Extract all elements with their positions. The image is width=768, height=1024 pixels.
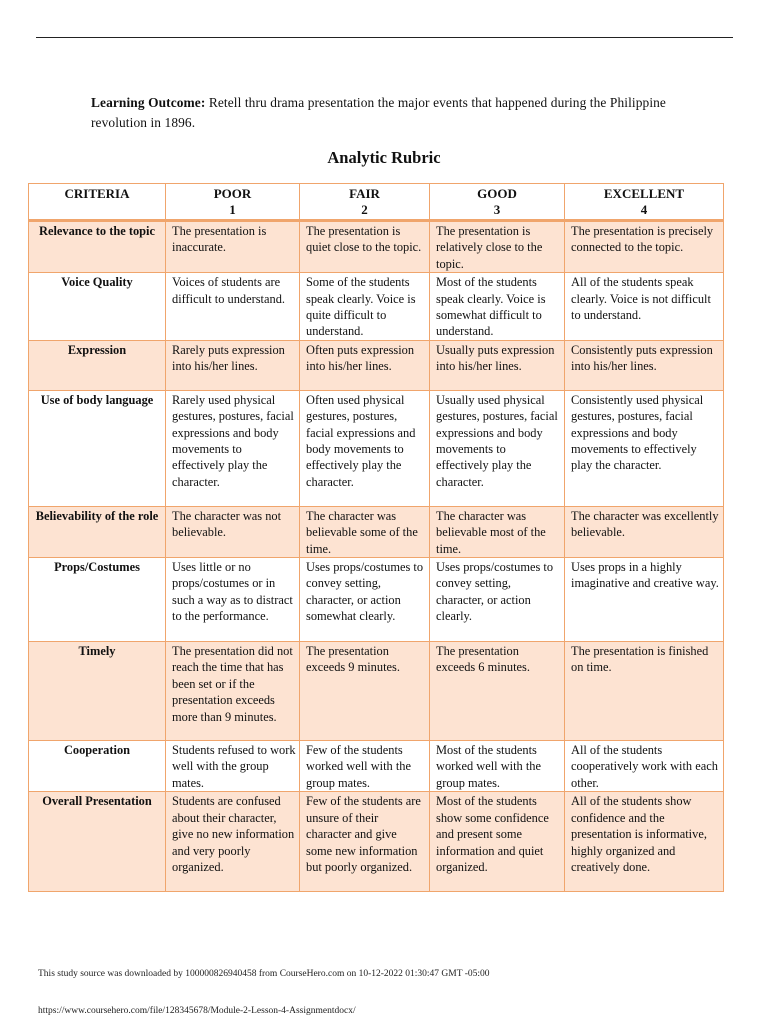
rating-cell: Often used physical gestures, postures, facial expressions and body movements to effectively play the character.: [300, 390, 430, 506]
source-url[interactable]: https://www.coursehero.com/file/128345678/Module-2-Lesson-4-Assignmentdocx/: [38, 1006, 356, 1016]
rating-cell: Uses props/costumes to convey setting, character, or action somewhat clearly.: [300, 558, 430, 642]
header-fair-score: 2: [361, 202, 368, 217]
criterion-cell: Overall Presentation: [29, 792, 166, 892]
rating-cell: Students are confused about their character, give no new information and very poorly organized.: [166, 792, 300, 892]
download-notice: This study source was downloaded by 100000826940458 from CourseHero.com on 10-12-2022 01:30:47 GMT -05:00: [38, 969, 490, 979]
table-row: [29, 741, 724, 792]
criterion-cell: Relevance to the topic: [29, 221, 166, 273]
header-criteria-label: CRITERIA: [64, 186, 130, 201]
rating-cell: The character was believable most of the time.: [430, 506, 565, 557]
rating-cell: Often puts expression into his/her lines.: [300, 340, 430, 390]
rating-cell: Rarely puts expression into his/her lines.: [166, 340, 300, 390]
criterion-cell: Voice Quality: [29, 273, 166, 341]
rating-cell: Few of the students worked well with the group mates.: [300, 741, 430, 792]
rating-cell: The presentation exceeds 9 minutes.: [300, 642, 430, 741]
table-row: [29, 642, 724, 741]
table-row: [29, 558, 724, 642]
criterion-cell: Expression: [29, 340, 166, 390]
rating-cell: The presentation is inaccurate.: [166, 221, 300, 273]
rating-cell: Some of the students speak clearly. Voice is quite difficult to understand.: [300, 273, 430, 341]
rating-cell: All of the students speak clearly. Voice is not difficult to understand.: [565, 273, 724, 341]
top-rule: [36, 37, 733, 38]
rating-cell: The presentation did not reach the time that has been set or if the presentation exceeds more than 9 minutes.: [166, 642, 300, 741]
criterion-cell: Timely: [29, 642, 166, 741]
rating-cell: Consistently used physical gestures, postures, facial expressions and body movements to effectively play the character.: [565, 390, 724, 506]
header-criteria: [29, 184, 166, 221]
rating-cell: Students refused to work well with the group mates.: [166, 741, 300, 792]
rating-cell: Most of the students worked well with the group mates.: [430, 741, 565, 792]
rating-cell: The presentation is relatively close to the topic.: [430, 221, 565, 273]
rating-cell: The character was not believable.: [166, 506, 300, 557]
rubric-title: Analytic Rubric: [327, 148, 441, 167]
rating-cell: All of the students show confidence and the presentation is informative, highly organized and creatively done.: [565, 792, 724, 892]
header-fair-label: FAIR: [349, 186, 380, 201]
table-row: [29, 340, 724, 390]
header-excellent-score: 4: [640, 202, 648, 217]
learning-outcome-text: Retell thru drama presentation the major events that happened during the Philippine revolution in 1896.: [91, 95, 666, 130]
criterion-cell: Props/Costumes: [29, 558, 166, 642]
rating-cell: The character was believable some of the time.: [300, 506, 430, 557]
rating-cell: Consistently puts expression into his/her lines.: [565, 340, 724, 390]
header-poor: [166, 184, 300, 221]
rating-cell: Uses little or no props/costumes or in such a way as to distract to the performance.: [166, 558, 300, 642]
header-poor-score: 1: [229, 202, 236, 217]
header-fair: [300, 184, 430, 221]
header-excellent: [565, 184, 724, 221]
criterion-cell: Use of body language: [29, 390, 166, 506]
rating-cell: Most of the students show some confidence and present some information and quiet organized.: [430, 792, 565, 892]
rating-cell: The character was excellently believable.: [565, 506, 724, 557]
rating-cell: Voices of students are difficult to understand.: [166, 273, 300, 341]
rating-cell: Rarely used physical gestures, postures, facial expressions and body movements to effectively play the character.: [166, 390, 300, 506]
rating-cell: The presentation is quiet close to the topic.: [300, 221, 430, 273]
table-row: [29, 221, 724, 273]
rating-cell: Most of the students speak clearly. Voice is somewhat difficult to understand.: [430, 273, 565, 341]
learning-outcome-label: Learning Outcome:: [91, 95, 206, 110]
header-poor-label: POOR: [213, 186, 252, 201]
table-row: [29, 792, 724, 892]
header-good-score: 3: [493, 202, 501, 217]
rating-cell: Uses props in a highly imaginative and creative way.: [565, 558, 724, 642]
rating-cell: The presentation is precisely connected to the topic.: [565, 221, 724, 273]
criterion-cell: Believability of the role: [29, 506, 166, 557]
rating-cell: All of the students cooperatively work with each other.: [565, 741, 724, 792]
header-good: [430, 184, 565, 221]
header-row: [29, 184, 724, 221]
criterion-cell: Cooperation: [29, 741, 166, 792]
header-good-label: GOOD: [477, 186, 517, 201]
table-row: [29, 273, 724, 341]
rating-cell: Few of the students are unsure of their character and give some new information but poorly organized.: [300, 792, 430, 892]
header-excellent-label: EXCELLENT: [603, 186, 685, 201]
learning-outcome: [91, 93, 691, 133]
rating-cell: Usually puts expression into his/her lines.: [430, 340, 565, 390]
rating-cell: Uses props/costumes to convey setting, character, or action clearly.: [430, 558, 565, 642]
table-row: [29, 506, 724, 557]
table-row: [29, 390, 724, 506]
rating-cell: Usually used physical gestures, postures, facial expressions and body movements to effectively play the character.: [430, 390, 565, 506]
rating-cell: The presentation exceeds 6 minutes.: [430, 642, 565, 741]
rubric-table: [28, 183, 724, 892]
rating-cell: The presentation is finished on time.: [565, 642, 724, 741]
